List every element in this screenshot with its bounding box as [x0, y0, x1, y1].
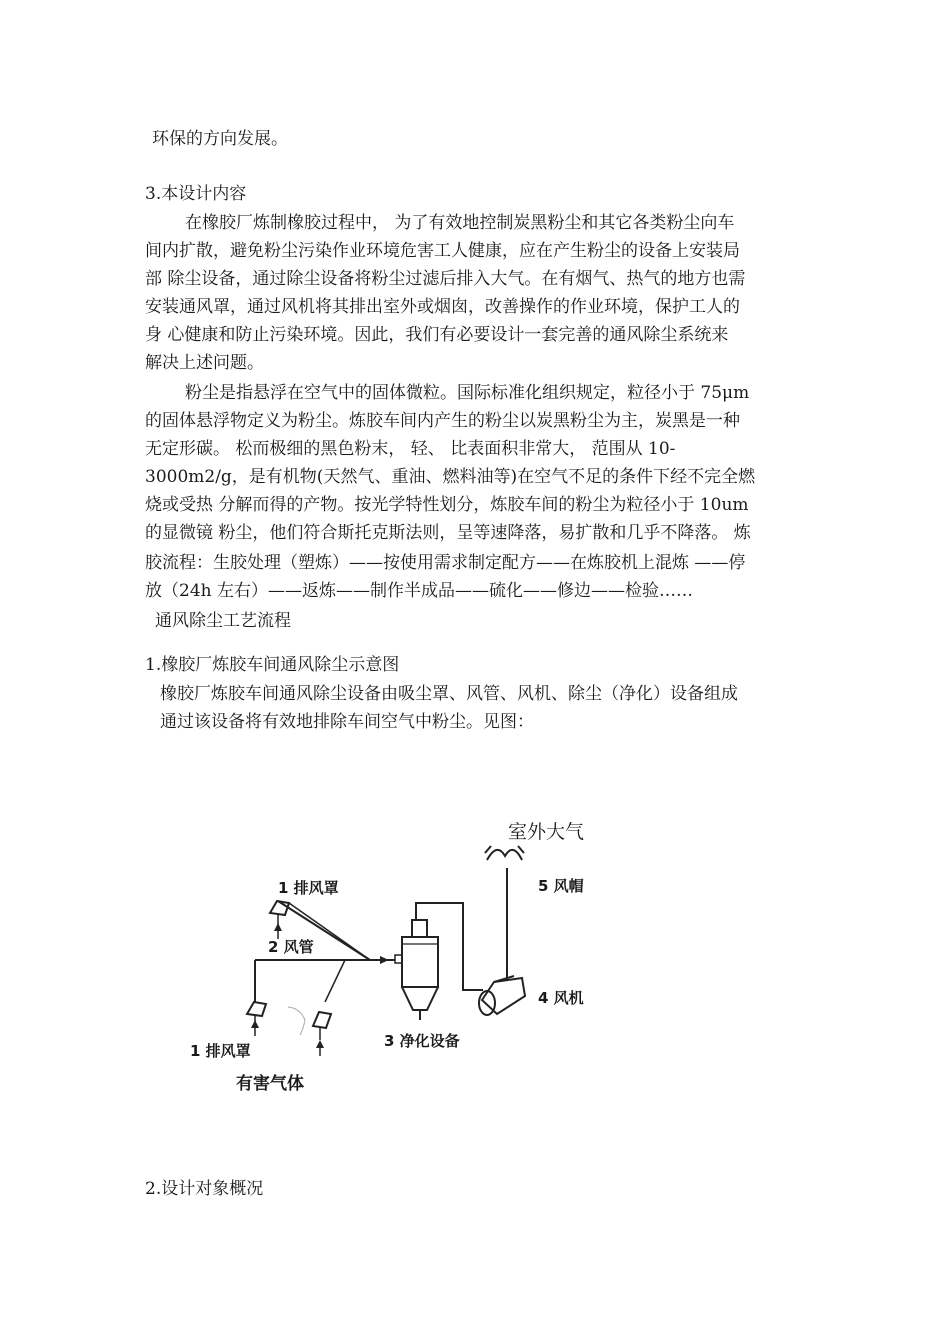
intro-tail-text: 环保的方向发展。	[152, 129, 288, 149]
paragraph-line: 胶流程：生胶处理（塑炼）——按使用需求制定配方——在炼胶机上混炼 ——停	[145, 553, 746, 573]
paragraph-line: 间内扩散，避免粉尘污染作业环境危害工人健康，应在产生粉尘的设备上安装局	[145, 241, 740, 261]
outdoor-air-label: 室外大气	[508, 821, 585, 843]
outdoor-air-wave	[487, 850, 522, 860]
paragraph-line: 解决上述问题。	[145, 353, 264, 373]
paragraph-line: 身 心健康和防止污染环境。因此，我们有必要设计一套完善的通风除尘系统来	[145, 325, 729, 345]
bottom-right-inlet-arrow	[316, 1040, 324, 1048]
hood-bottom-label: 1 排风罩	[190, 1042, 251, 1060]
paragraph-line: 放（24h 左右）——返炼——制作半成品——硫化——修边——检验……	[145, 581, 693, 601]
bottom-left-hood-shape	[247, 1002, 266, 1022]
cap-label: 5 风帽	[538, 877, 584, 895]
flow-title: 通风除尘工艺流程	[155, 611, 291, 631]
lower-hood-duct	[325, 960, 345, 1002]
paragraph-line: 粉尘是指悬浮在空气中的固体微粒。国际标准化组织规定，粒径小于 75μm	[185, 383, 750, 403]
paragraph-line: 的显微镜 粉尘，他们符合斯托克斯法则，呈等速降落，易扩散和几乎不降落。 炼	[145, 523, 751, 543]
paragraph-line: 无定形碳。 松而极细的黑色粉末， 轻、 比表面积非常大， 范围从 10-	[145, 439, 676, 459]
paragraph-line: 部 除尘设备，通过除尘设备将粉尘过滤后排入大气。在有烟气、热气的地方也需	[145, 269, 746, 289]
duct-label: 2 风管	[268, 938, 314, 956]
fan-label: 4 风机	[538, 989, 584, 1007]
subsection1-line: 橡胶厂炼胶车间通风除尘设备由吸尘罩、风管、风机、除尘（净化）设备组成	[160, 684, 738, 704]
purifier-shape	[395, 920, 438, 1020]
fan-shape	[479, 976, 525, 1015]
bottom-left-inlet-arrow	[251, 1020, 259, 1028]
purifier-to-fan-pipe	[416, 903, 483, 990]
hood-top-label: 1 排风罩	[278, 879, 339, 897]
harmful-gas-label: 有害气体	[236, 1074, 304, 1094]
paragraph-line: 在橡胶厂炼制橡胶过程中， 为了有效地控制炭黑粉尘和其它各类粉尘向车	[185, 213, 735, 233]
purifier-label: 3 净化设备	[384, 1032, 460, 1050]
top-hood-inlet-arrow	[274, 923, 282, 931]
section3-heading: 3.本设计内容	[145, 184, 247, 204]
top-hood-duct	[278, 901, 370, 960]
top-hood-shape	[270, 901, 289, 925]
paragraph-line: 的固体悬浮物定义为粉尘。炼胶车间内产生的粉尘以炭黑粉尘为主，炭黑是一种	[145, 411, 740, 431]
subsection2-heading: 2.设计对象概况	[145, 1179, 264, 1199]
subsection1-line: 通过该设备将有效地排除车间空气中粉尘。见图：	[160, 712, 534, 732]
paragraph-line: 烧或受热 分解而得的产物。按光学特性划分，炼胶车间的粉尘为粒径小于 10um	[145, 495, 749, 515]
paragraph-line: 3000m2/g，是有机物(天然气、重油、燃料油等)在空气不足的条件下经不完全燃	[145, 467, 756, 487]
subsection1-heading: 1.橡胶厂炼胶车间通风除尘示意图	[145, 655, 400, 675]
paragraph-line: 安装通风罩，通过风机将其排出室外或烟囱，改善操作的作业环境，保护工人的	[145, 297, 740, 317]
bottom-right-hood-shape	[313, 1012, 331, 1040]
duct-flow-arrow	[380, 956, 389, 964]
